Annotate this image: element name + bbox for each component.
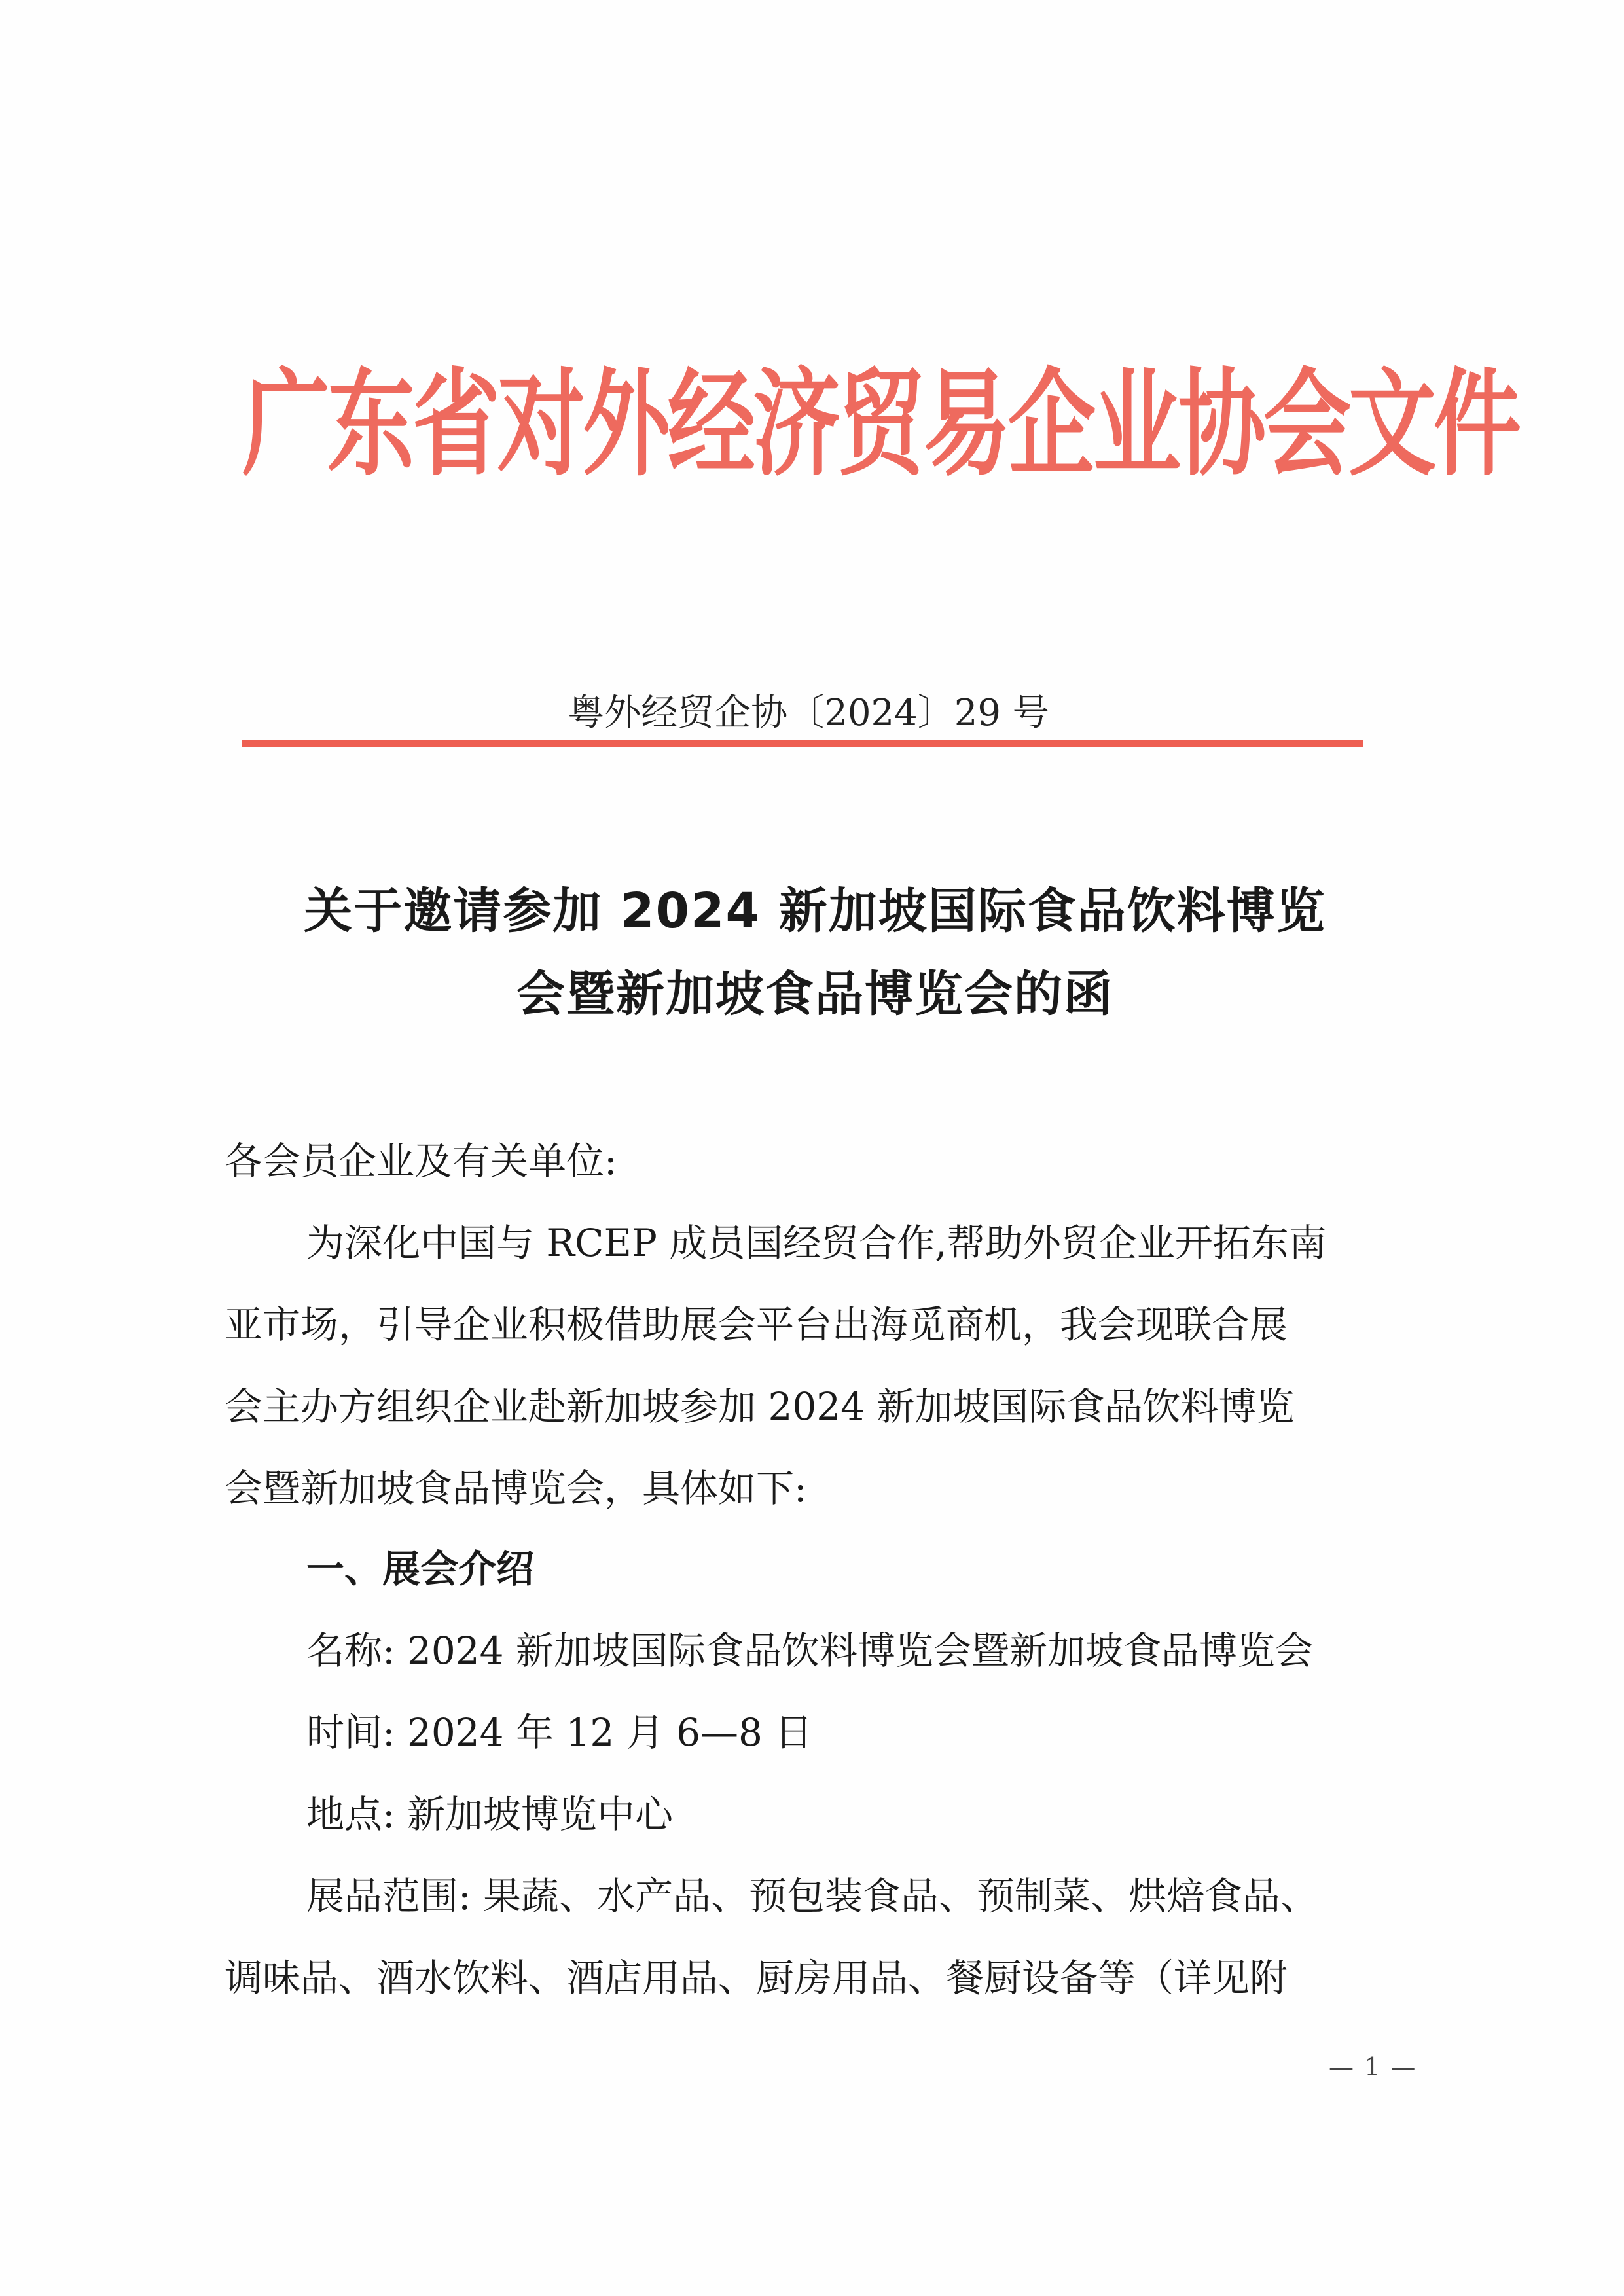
paragraph-1-line-1: 为深化中国与 RCEP 成员国经贸合作,帮助外贸企业开拓东南 bbox=[306, 1221, 1327, 1265]
paragraph-1-line-4: 会暨新加坡食品博览会，具体如下: bbox=[225, 1466, 807, 1511]
exhibit-scope-line-2: 调味品、酒水饮料、酒店用品、厨房用品、餐厨设备等（详见附 bbox=[225, 1956, 1288, 2000]
section-1-heading: 一、展会介绍 bbox=[306, 1547, 535, 1591]
issuer-header-title: 广东省对外经济贸易企业协会文件 bbox=[242, 357, 1519, 492]
exhibition-time: 时间: 2024 年 12 月 6—8 日 bbox=[306, 1710, 813, 1755]
exhibition-place: 地点: 新加坡博览中心 bbox=[306, 1792, 673, 1837]
salutation: 各会员企业及有关单位: bbox=[225, 1139, 617, 1183]
document-number: 粤外经贸企协〔2024〕29 号 bbox=[568, 692, 1049, 734]
page-number: — 1 — bbox=[1329, 2053, 1417, 2081]
paragraph-1-line-2: 亚市场，引导企业积极借助展会平台出海觅商机，我会现联合展 bbox=[225, 1302, 1288, 1347]
document-title-line-2: 会暨新加坡食品博览会的函 bbox=[516, 966, 1113, 1022]
exhibition-name: 名称: 2024 新加坡国际食品饮料博览会暨新加坡食品博览会 bbox=[306, 1628, 1314, 1673]
exhibit-scope-line-1: 展品范围: 果蔬、水产品、预包装食品、预制菜、烘焙食品、 bbox=[306, 1874, 1318, 1918]
paragraph-1-line-3: 会主办方组织企业赴新加坡参加 2024 新加坡国际食品饮料博览 bbox=[225, 1384, 1295, 1429]
document-title-line-1: 关于邀请参加 2024 新加坡国际食品饮料博览 bbox=[304, 883, 1326, 939]
header-red-rule bbox=[242, 740, 1363, 747]
